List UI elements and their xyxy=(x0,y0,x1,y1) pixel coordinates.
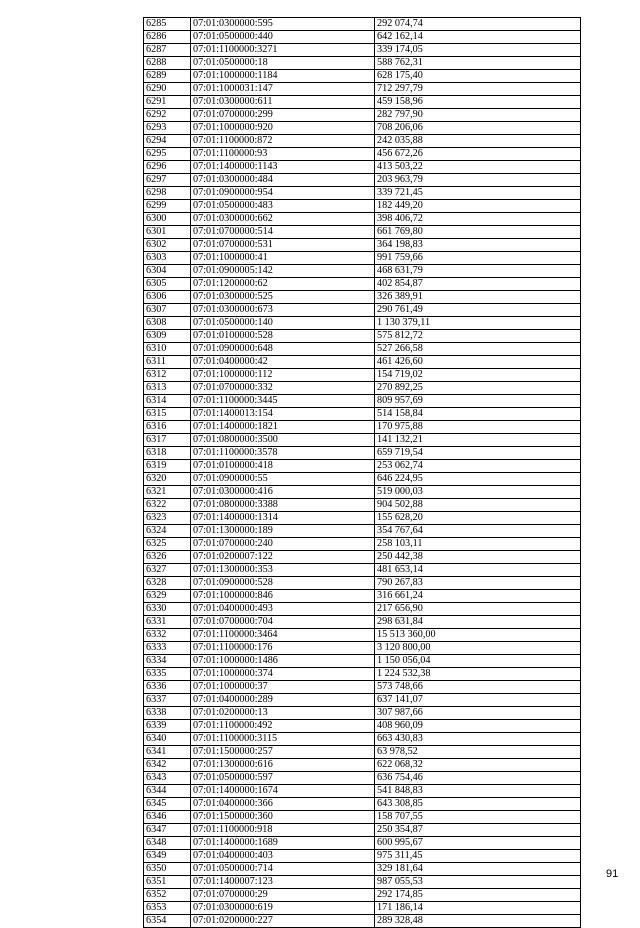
cadastral-number-cell: 07:01:1400007:123 xyxy=(191,876,375,889)
value-cell: 155 628,20 xyxy=(375,512,581,525)
value-cell: 461 426,60 xyxy=(375,356,581,369)
row-number-cell: 6307 xyxy=(144,304,191,317)
value-cell: 289 328,48 xyxy=(375,915,581,928)
cadastral-number-cell: 07:01:0400000:493 xyxy=(191,603,375,616)
value-cell: 329 181,64 xyxy=(375,863,581,876)
table-row xyxy=(144,369,581,382)
table-row xyxy=(144,395,581,408)
table-row xyxy=(144,356,581,369)
cadastral-number-cell: 07:01:1400013:154 xyxy=(191,408,375,421)
table-row xyxy=(144,590,581,603)
cadastral-number-cell: 07:01:1300000:189 xyxy=(191,525,375,538)
value-cell: 622 068,32 xyxy=(375,759,581,772)
value-cell: 708 206,06 xyxy=(375,122,581,135)
row-number-cell: 6312 xyxy=(144,369,191,382)
cadastral-number-cell: 07:01:0500000:714 xyxy=(191,863,375,876)
table-row xyxy=(144,421,581,434)
value-cell: 316 661,24 xyxy=(375,590,581,603)
table-row xyxy=(144,148,581,161)
table-row xyxy=(144,681,581,694)
cadastral-number-cell: 07:01:0900000:648 xyxy=(191,343,375,356)
table-body xyxy=(144,18,581,928)
value-cell: 217 656,90 xyxy=(375,603,581,616)
value-cell: 642 162,14 xyxy=(375,31,581,44)
table-row xyxy=(144,434,581,447)
table-row xyxy=(144,720,581,733)
cadastral-number-cell: 07:01:0900000:528 xyxy=(191,577,375,590)
cadastral-number-cell: 07:01:0500000:440 xyxy=(191,31,375,44)
value-cell: 154 719,02 xyxy=(375,369,581,382)
value-cell: 253 062,74 xyxy=(375,460,581,473)
cadastral-number-cell: 07:01:1000031:147 xyxy=(191,83,375,96)
cadastral-number-cell: 07:01:0900000:55 xyxy=(191,473,375,486)
table-row xyxy=(144,512,581,525)
value-cell: 141 132,21 xyxy=(375,434,581,447)
table-row xyxy=(144,96,581,109)
row-number-cell: 6342 xyxy=(144,759,191,772)
cadastral-number-cell: 07:01:1000000:920 xyxy=(191,122,375,135)
table-row xyxy=(144,304,581,317)
table-row xyxy=(144,486,581,499)
table-row xyxy=(144,525,581,538)
row-number-cell: 6325 xyxy=(144,538,191,551)
value-cell: 364 198,83 xyxy=(375,239,581,252)
row-number-cell: 6328 xyxy=(144,577,191,590)
value-cell: 643 308,85 xyxy=(375,798,581,811)
row-number-cell: 6310 xyxy=(144,343,191,356)
row-number-cell: 6339 xyxy=(144,720,191,733)
row-number-cell: 6295 xyxy=(144,148,191,161)
table-row xyxy=(144,161,581,174)
row-number-cell: 6349 xyxy=(144,850,191,863)
row-number-cell: 6335 xyxy=(144,668,191,681)
row-number-cell: 6354 xyxy=(144,915,191,928)
row-number-cell: 6330 xyxy=(144,603,191,616)
value-cell: 459 158,96 xyxy=(375,96,581,109)
value-cell: 339 721,45 xyxy=(375,187,581,200)
value-cell: 203 963,79 xyxy=(375,174,581,187)
value-cell: 182 449,20 xyxy=(375,200,581,213)
cadastral-number-cell: 07:01:0300000:525 xyxy=(191,291,375,304)
table-row xyxy=(144,915,581,928)
table-row xyxy=(144,759,581,772)
cadastral-number-cell: 07:01:0900005:142 xyxy=(191,265,375,278)
cadastral-number-cell: 07:01:1400000:1821 xyxy=(191,421,375,434)
value-cell: 292 074,74 xyxy=(375,18,581,31)
row-number-cell: 6316 xyxy=(144,421,191,434)
value-cell: 170 975,88 xyxy=(375,421,581,434)
table-row xyxy=(144,18,581,31)
cadastral-number-cell: 07:01:1100000:3464 xyxy=(191,629,375,642)
cadastral-number-cell: 07:01:0400000:289 xyxy=(191,694,375,707)
value-cell: 637 141,07 xyxy=(375,694,581,707)
row-number-cell: 6334 xyxy=(144,655,191,668)
value-cell: 1 150 056,04 xyxy=(375,655,581,668)
cadastral-number-cell: 07:01:0300000:595 xyxy=(191,18,375,31)
value-cell: 904 502,88 xyxy=(375,499,581,512)
cadastral-number-cell: 07:01:1500000:257 xyxy=(191,746,375,759)
cadastral-number-cell: 07:01:1400000:1674 xyxy=(191,785,375,798)
row-number-cell: 6333 xyxy=(144,642,191,655)
row-number-cell: 6297 xyxy=(144,174,191,187)
table-row xyxy=(144,187,581,200)
cadastral-number-cell: 07:01:0700000:514 xyxy=(191,226,375,239)
value-cell: 292 174,85 xyxy=(375,889,581,902)
value-cell: 527 266,58 xyxy=(375,343,581,356)
value-cell: 481 653,14 xyxy=(375,564,581,577)
value-cell: 258 103,11 xyxy=(375,538,581,551)
cadastral-number-cell: 07:01:0100000:418 xyxy=(191,460,375,473)
value-cell: 402 854,87 xyxy=(375,278,581,291)
value-cell: 661 769,80 xyxy=(375,226,581,239)
row-number-cell: 6318 xyxy=(144,447,191,460)
cadastral-number-cell: 07:01:0300000:673 xyxy=(191,304,375,317)
table-row xyxy=(144,499,581,512)
table-row xyxy=(144,655,581,668)
cadastral-number-cell: 07:01:1000000:37 xyxy=(191,681,375,694)
table-row xyxy=(144,668,581,681)
row-number-cell: 6305 xyxy=(144,278,191,291)
value-cell: 307 987,66 xyxy=(375,707,581,720)
row-number-cell: 6306 xyxy=(144,291,191,304)
table-row xyxy=(144,785,581,798)
table-row xyxy=(144,707,581,720)
cadastral-number-cell: 07:01:0700000:240 xyxy=(191,538,375,551)
cadastral-number-cell: 07:01:0500000:483 xyxy=(191,200,375,213)
value-cell: 250 354,87 xyxy=(375,824,581,837)
cadastral-number-cell: 07:01:0700000:531 xyxy=(191,239,375,252)
table-row xyxy=(144,538,581,551)
row-number-cell: 6302 xyxy=(144,239,191,252)
value-cell: 15 513 360,00 xyxy=(375,629,581,642)
table-row xyxy=(144,746,581,759)
cadastral-number-cell: 07:01:0700000:299 xyxy=(191,109,375,122)
row-number-cell: 6288 xyxy=(144,57,191,70)
table-row xyxy=(144,577,581,590)
table-row xyxy=(144,343,581,356)
value-cell: 659 719,54 xyxy=(375,447,581,460)
cadastral-number-cell: 07:01:0200000:227 xyxy=(191,915,375,928)
table-row xyxy=(144,278,581,291)
row-number-cell: 6289 xyxy=(144,70,191,83)
value-cell: 575 812,72 xyxy=(375,330,581,343)
value-cell: 573 748,66 xyxy=(375,681,581,694)
row-number-cell: 6321 xyxy=(144,486,191,499)
value-cell: 282 797,90 xyxy=(375,109,581,122)
row-number-cell: 6347 xyxy=(144,824,191,837)
table-row xyxy=(144,811,581,824)
value-cell: 991 759,66 xyxy=(375,252,581,265)
table-row xyxy=(144,772,581,785)
cadastral-number-cell: 07:01:1100000:492 xyxy=(191,720,375,733)
table-row xyxy=(144,889,581,902)
page-number: 91 xyxy=(606,868,619,880)
table-row xyxy=(144,551,581,564)
cadastral-number-cell: 07:01:0700000:332 xyxy=(191,382,375,395)
row-number-cell: 6300 xyxy=(144,213,191,226)
value-cell: 663 430,83 xyxy=(375,733,581,746)
table-row xyxy=(144,57,581,70)
row-number-cell: 6327 xyxy=(144,564,191,577)
table-row xyxy=(144,863,581,876)
table-row xyxy=(144,902,581,915)
table-row xyxy=(144,642,581,655)
row-number-cell: 6314 xyxy=(144,395,191,408)
cadastral-number-cell: 07:01:0500000:597 xyxy=(191,772,375,785)
cadastral-number-cell: 07:01:1300000:353 xyxy=(191,564,375,577)
table-row xyxy=(144,382,581,395)
cadastral-number-cell: 07:01:0400000:403 xyxy=(191,850,375,863)
row-number-cell: 6338 xyxy=(144,707,191,720)
value-cell: 398 406,72 xyxy=(375,213,581,226)
cadastral-number-cell: 07:01:0300000:662 xyxy=(191,213,375,226)
cadastral-number-cell: 07:01:1100000:3445 xyxy=(191,395,375,408)
row-number-cell: 6332 xyxy=(144,629,191,642)
table-row xyxy=(144,616,581,629)
row-number-cell: 6344 xyxy=(144,785,191,798)
value-cell: 456 672,26 xyxy=(375,148,581,161)
cadastral-number-cell: 07:01:1000000:1486 xyxy=(191,655,375,668)
row-number-cell: 6308 xyxy=(144,317,191,330)
table-row xyxy=(144,694,581,707)
row-number-cell: 6301 xyxy=(144,226,191,239)
row-number-cell: 6293 xyxy=(144,122,191,135)
row-number-cell: 6323 xyxy=(144,512,191,525)
table-row xyxy=(144,837,581,850)
cadastral-number-cell: 07:01:0300000:611 xyxy=(191,96,375,109)
row-number-cell: 6350 xyxy=(144,863,191,876)
table-row xyxy=(144,200,581,213)
table-row xyxy=(144,174,581,187)
table-row xyxy=(144,265,581,278)
cadastral-number-cell: 07:01:0300000:416 xyxy=(191,486,375,499)
table-row xyxy=(144,460,581,473)
value-cell: 541 848,83 xyxy=(375,785,581,798)
cadastral-number-cell: 07:01:1100000:3578 xyxy=(191,447,375,460)
row-number-cell: 6329 xyxy=(144,590,191,603)
row-number-cell: 6345 xyxy=(144,798,191,811)
table-row xyxy=(144,31,581,44)
row-number-cell: 6337 xyxy=(144,694,191,707)
table-row xyxy=(144,408,581,421)
row-number-cell: 6292 xyxy=(144,109,191,122)
value-cell: 987 055,53 xyxy=(375,876,581,889)
value-cell: 326 389,91 xyxy=(375,291,581,304)
table-row xyxy=(144,876,581,889)
table-row xyxy=(144,83,581,96)
row-number-cell: 6298 xyxy=(144,187,191,200)
row-number-cell: 6317 xyxy=(144,434,191,447)
cadastral-number-cell: 07:01:1100000:3115 xyxy=(191,733,375,746)
row-number-cell: 6340 xyxy=(144,733,191,746)
value-cell: 468 631,79 xyxy=(375,265,581,278)
row-number-cell: 6285 xyxy=(144,18,191,31)
value-cell: 298 631,84 xyxy=(375,616,581,629)
table-row xyxy=(144,447,581,460)
row-number-cell: 6348 xyxy=(144,837,191,850)
cadastral-number-cell: 07:01:1400000:1314 xyxy=(191,512,375,525)
table-row xyxy=(144,135,581,148)
cadastral-number-cell: 07:01:1200000:62 xyxy=(191,278,375,291)
value-cell: 628 175,40 xyxy=(375,70,581,83)
value-cell: 158 707,55 xyxy=(375,811,581,824)
cadastral-number-cell: 07:01:1100000:918 xyxy=(191,824,375,837)
cadastral-number-cell: 07:01:1000000:846 xyxy=(191,590,375,603)
value-cell: 519 000,03 xyxy=(375,486,581,499)
row-number-cell: 6287 xyxy=(144,44,191,57)
value-cell: 514 158,84 xyxy=(375,408,581,421)
cadastral-number-cell: 07:01:0900000:954 xyxy=(191,187,375,200)
cadastral-number-cell: 07:01:0300000:619 xyxy=(191,902,375,915)
cadastral-number-cell: 07:01:0800000:3388 xyxy=(191,499,375,512)
table-row xyxy=(144,603,581,616)
cadastral-number-cell: 07:01:1300000:616 xyxy=(191,759,375,772)
cadastral-number-cell: 07:01:1500000:360 xyxy=(191,811,375,824)
value-cell: 600 995,67 xyxy=(375,837,581,850)
row-number-cell: 6320 xyxy=(144,473,191,486)
table-row xyxy=(144,252,581,265)
row-number-cell: 6290 xyxy=(144,83,191,96)
cadastral-number-cell: 07:01:0700000:29 xyxy=(191,889,375,902)
value-cell: 242 035,88 xyxy=(375,135,581,148)
row-number-cell: 6319 xyxy=(144,460,191,473)
value-cell: 636 754,46 xyxy=(375,772,581,785)
cadastral-number-cell: 07:01:0300000:484 xyxy=(191,174,375,187)
row-number-cell: 6351 xyxy=(144,876,191,889)
value-cell: 250 442,38 xyxy=(375,551,581,564)
table-row xyxy=(144,213,581,226)
row-number-cell: 6304 xyxy=(144,265,191,278)
table-row xyxy=(144,824,581,837)
value-cell: 270 892,25 xyxy=(375,382,581,395)
cadastral-number-cell: 07:01:1100000:176 xyxy=(191,642,375,655)
table-row xyxy=(144,226,581,239)
table-row xyxy=(144,330,581,343)
table-row xyxy=(144,70,581,83)
table-row xyxy=(144,473,581,486)
cadastral-number-cell: 07:01:1000000:374 xyxy=(191,668,375,681)
value-cell: 1 224 532,38 xyxy=(375,668,581,681)
row-number-cell: 6315 xyxy=(144,408,191,421)
row-number-cell: 6352 xyxy=(144,889,191,902)
cadastral-number-cell: 07:01:1000000:41 xyxy=(191,252,375,265)
value-cell: 1 130 379,11 xyxy=(375,317,581,330)
cadastral-number-cell: 07:01:0400000:366 xyxy=(191,798,375,811)
value-cell: 290 761,49 xyxy=(375,304,581,317)
cadastral-number-cell: 07:01:1100000:3271 xyxy=(191,44,375,57)
cadastral-number-cell: 07:01:1100000:93 xyxy=(191,148,375,161)
table-row xyxy=(144,44,581,57)
cadastral-number-cell: 07:01:0500000:140 xyxy=(191,317,375,330)
table-row xyxy=(144,291,581,304)
table-row xyxy=(144,122,581,135)
value-cell: 975 311,45 xyxy=(375,850,581,863)
row-number-cell: 6324 xyxy=(144,525,191,538)
cadastral-number-cell: 07:01:1100000:872 xyxy=(191,135,375,148)
row-number-cell: 6311 xyxy=(144,356,191,369)
row-number-cell: 6309 xyxy=(144,330,191,343)
cadastral-number-cell: 07:01:0700000:704 xyxy=(191,616,375,629)
cadastral-number-cell: 07:01:0100000:528 xyxy=(191,330,375,343)
table-row xyxy=(144,850,581,863)
row-number-cell: 6291 xyxy=(144,96,191,109)
row-number-cell: 6346 xyxy=(144,811,191,824)
value-cell: 408 960,09 xyxy=(375,720,581,733)
table-row xyxy=(144,629,581,642)
row-number-cell: 6299 xyxy=(144,200,191,213)
row-number-cell: 6294 xyxy=(144,135,191,148)
cadastral-number-cell: 07:01:0800000:3500 xyxy=(191,434,375,447)
row-number-cell: 6336 xyxy=(144,681,191,694)
table-row xyxy=(144,317,581,330)
cadastral-number-cell: 07:01:0500000:18 xyxy=(191,57,375,70)
table-row xyxy=(144,798,581,811)
cadastral-value-table xyxy=(143,17,581,928)
row-number-cell: 6331 xyxy=(144,616,191,629)
value-cell: 3 120 800,00 xyxy=(375,642,581,655)
value-cell: 339 174,05 xyxy=(375,44,581,57)
value-cell: 354 767,64 xyxy=(375,525,581,538)
cadastral-number-cell: 07:01:0200007:122 xyxy=(191,551,375,564)
value-cell: 712 297,79 xyxy=(375,83,581,96)
row-number-cell: 6326 xyxy=(144,551,191,564)
value-cell: 809 957,69 xyxy=(375,395,581,408)
value-cell: 790 267,83 xyxy=(375,577,581,590)
row-number-cell: 6313 xyxy=(144,382,191,395)
cadastral-number-cell: 07:01:1000000:1184 xyxy=(191,70,375,83)
value-cell: 588 762,31 xyxy=(375,57,581,70)
cadastral-number-cell: 07:01:0400000:42 xyxy=(191,356,375,369)
row-number-cell: 6322 xyxy=(144,499,191,512)
table-row xyxy=(144,239,581,252)
cadastral-number-cell: 07:01:1400000:1143 xyxy=(191,161,375,174)
value-cell: 646 224,95 xyxy=(375,473,581,486)
table-row xyxy=(144,109,581,122)
value-cell: 63 978,52 xyxy=(375,746,581,759)
table-row xyxy=(144,733,581,746)
value-cell: 171 186,14 xyxy=(375,902,581,915)
cadastral-number-cell: 07:01:1400000:1689 xyxy=(191,837,375,850)
value-cell: 413 503,22 xyxy=(375,161,581,174)
row-number-cell: 6303 xyxy=(144,252,191,265)
row-number-cell: 6341 xyxy=(144,746,191,759)
table-row xyxy=(144,564,581,577)
cadastral-number-cell: 07:01:0200000:13 xyxy=(191,707,375,720)
row-number-cell: 6353 xyxy=(144,902,191,915)
row-number-cell: 6343 xyxy=(144,772,191,785)
cadastral-number-cell: 07:01:1000000:112 xyxy=(191,369,375,382)
row-number-cell: 6286 xyxy=(144,31,191,44)
row-number-cell: 6296 xyxy=(144,161,191,174)
